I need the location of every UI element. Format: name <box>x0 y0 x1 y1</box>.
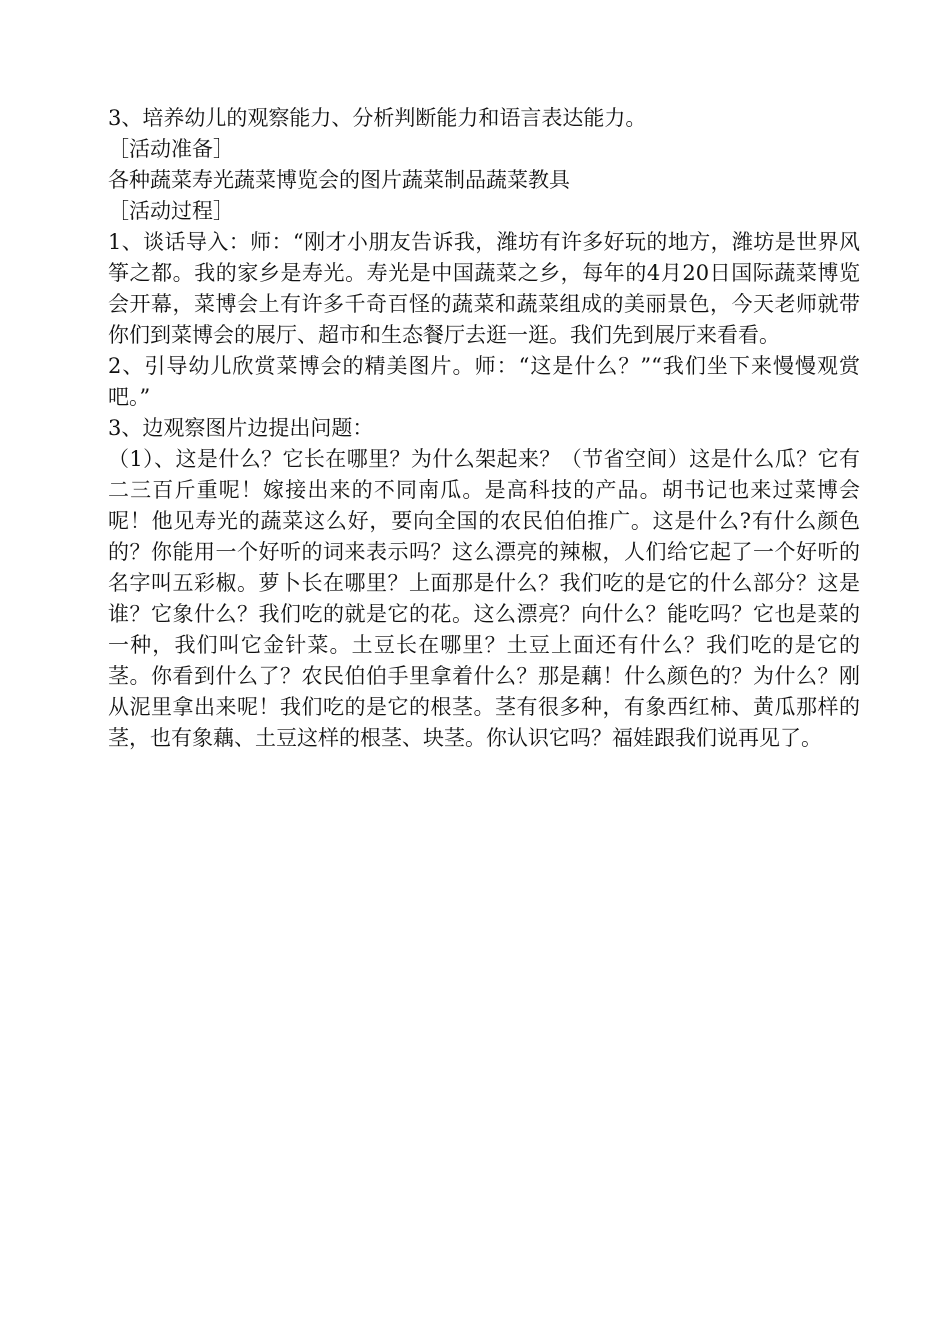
activity-process-heading: ［活动过程］ <box>108 199 234 223</box>
activity-preparation-heading: ［活动准备］ <box>108 137 234 161</box>
step-3-1-paragraph: （1）、这是什么？它长在哪里？为什么架起来？（节省空间）这是什么瓜？它有二三百斤重呢！嫁接出来的不同南瓜。是高科技的产品。胡书记也来过菜博会呢！他见寿光的蔬菜这么好，要向全国的农民伯伯推广。这是什么?有什么颜色的？你能用一个好听的词来表示吗？这么漂亮的辣椒，人们给它起了一个好听的名字叫五彩椒。萝卜长在哪里？上面那是什么？我们吃的是它的什么部分？这是谁？它象什么？我们吃的就是它的花。这么漂亮？向什么？能吃吗？它也是菜的一种，我们叫它金针菜。土豆长在哪里？土豆上面还有什么？我们吃的是它的茎。你看到什么了？农民伯伯手里拿着什么？那是藕！什么颜色的？为什么？刚从泥里拿出来呢！我们吃的是它的根茎。茎有很多种，有象西红柿、黄瓜那样的茎，也有象藕、土豆这样的根茎、块茎。你认识它吗？福娃跟我们说再见了。 <box>108 447 860 750</box>
step-1-paragraph: 1、谈话导入：师：“刚才小朋友告诉我，潍坊有许多好玩的地方，潍坊是世界风筝之都。我的家乡是寿光。寿光是中国蔬菜之乡，每年的4月20日国际蔬菜博览会开幕，菜博会上有许多千奇百怪的蔬菜和蔬菜组成的美丽景色，今天老师就带你们到菜博会的展厅、超市和生态餐厅去逛一逛。我们先到展厅来看看。 <box>108 230 860 347</box>
goal-3-paragraph: 3、培养幼儿的观察能力、分析判断能力和语言表达能力。 <box>108 106 647 130</box>
document-page <box>108 103 860 754</box>
step-2-paragraph: 2、引导幼儿欣赏菜博会的精美图片。师：“这是什么？”“我们坐下来慢慢观赏吧。” <box>108 354 860 409</box>
step-3-paragraph: 3、边观察图片边提出问题： <box>108 416 374 440</box>
preparation-materials-text: 各种蔬菜寿光蔬菜博览会的图片蔬菜制品蔬菜教具 <box>108 168 570 192</box>
